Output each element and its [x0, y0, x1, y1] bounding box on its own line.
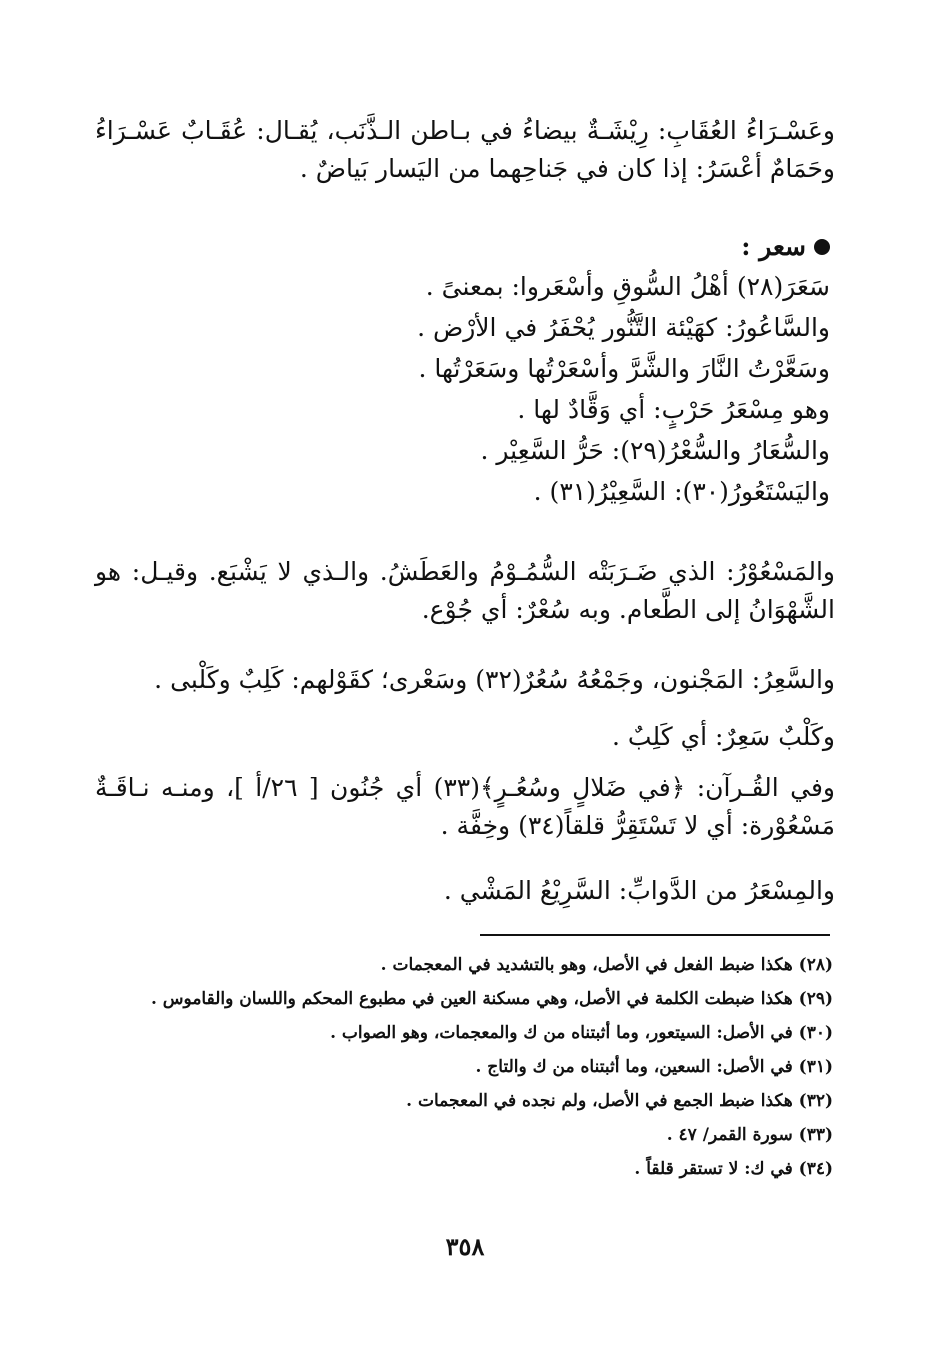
footnote-item: (٣١) في الأصل: السعين، وما أثبتناه من ك والتاج . — [475, 1057, 833, 1077]
paragraph-asraa: وعَسْـرَاءُ العُقَابِ: رِيْشَـةٌ بيضاءُ في بـاطن الـذَّنَب، يُقـال: عُقَـابٌ عَسْـرَاءُ وحَمَامٌ أعْسَرُ: إذا كان في جَناحِهما من اليَسار بَياضٌ . — [95, 116, 835, 183]
entry-line: وسَعَّرْتُ النَّارَ والشَّرَّ وأسْعَرْتُها وسَعَرْتُها . — [418, 354, 830, 383]
paragraph-masur: والمَسْعُوْرُ: الذي ضَـرَبَتْه السُّمُـوْمُ والعَطَشُ. والـذي لا يَشْبَع. وقيـل: هو الشَّهْوَانُ إلى الطَّعام. وبه سُعْرٌ: أي جُوْع. — [95, 557, 835, 624]
entry-heading — [95, 228, 830, 266]
footnote-item: (٣٢) هكذا ضبط الجمع في الأصل، ولم نجده في المعجمات . — [406, 1091, 833, 1111]
entry-lines — [95, 266, 830, 512]
paragraph-quran: وفي القُـرآن: ﴿في ضَلالٍ وسُعُـرٍ﴾(٣٣) أي جُنُون [ ٢٦/أ ]، ومنـه نـاقَـةٌ مَسْعُوْرة: أي لا تَسْتَقِرُّ قلقاً(٣٤) وخِفَّة . — [95, 773, 835, 840]
footnote-item: (٣٣) سورة القمر/ ٤٧ . — [666, 1125, 833, 1145]
entry-line: وهو مِسْعَرُ حَرْبٍ: أي وَقَّادٌ لها . — [517, 395, 830, 424]
footnotes — [120, 948, 833, 1186]
page-number: ٣٥٨ — [445, 1232, 485, 1261]
entry-line: سَعَرَ(٢٨) أهْلُ السُّوقِ وأسْعَروا: بمعنىً . — [425, 272, 830, 301]
entry-line: واليَسْتَعُورُ(٣٠): السَّعِيْرُ(٣١) . — [533, 477, 830, 506]
footnote-item: (٢٩) هكذا ضبطت الكلمة في الأصل، وهي مسكنة العين في مطبوع المحكم واللسان والقاموس . — [150, 989, 833, 1009]
footnote-item: (٣٠) في الأصل: السيتعور، وما أثبتناه من ك والمعجمات، وهو الصواب . — [330, 1023, 833, 1043]
entry-line: والسُّعَارُ والسُّعْرُ(٢٩): حَرُّ السَّعِيْر . — [480, 436, 830, 465]
footnote-item: (٣٤) في ك: لا تستقر قلقاً . — [634, 1159, 833, 1179]
footnote-divider — [480, 934, 830, 936]
entry-line: والسَّاعُورُ: كهَيْئة التَّنُّور يُحْفَرُ في الأرْض . — [417, 313, 830, 342]
footnote-item: (٢٨) هكذا ضبط الفعل في الأصل، وهو بالتشديد في المعجمات . — [380, 955, 833, 975]
paragraph-kalb: وكَلْبٌ سَعِرٌ: أي كَلِبٌ . — [612, 722, 835, 751]
paragraph-sair: والسَّعِرُ: المَجْنون، وجَمْعُهُ سُعُرٌ(٣٢) وسَعْرى؛ كقَوْلهم: كَلِبٌ وكَلْبى . — [154, 665, 835, 694]
bullet-icon — [814, 239, 830, 255]
heading-label: سعر : — [741, 232, 806, 261]
paragraph-misar: والمِسْعَرُ من الدَّوابِّ: السَّرِيْعُ المَشْي . — [443, 876, 835, 905]
